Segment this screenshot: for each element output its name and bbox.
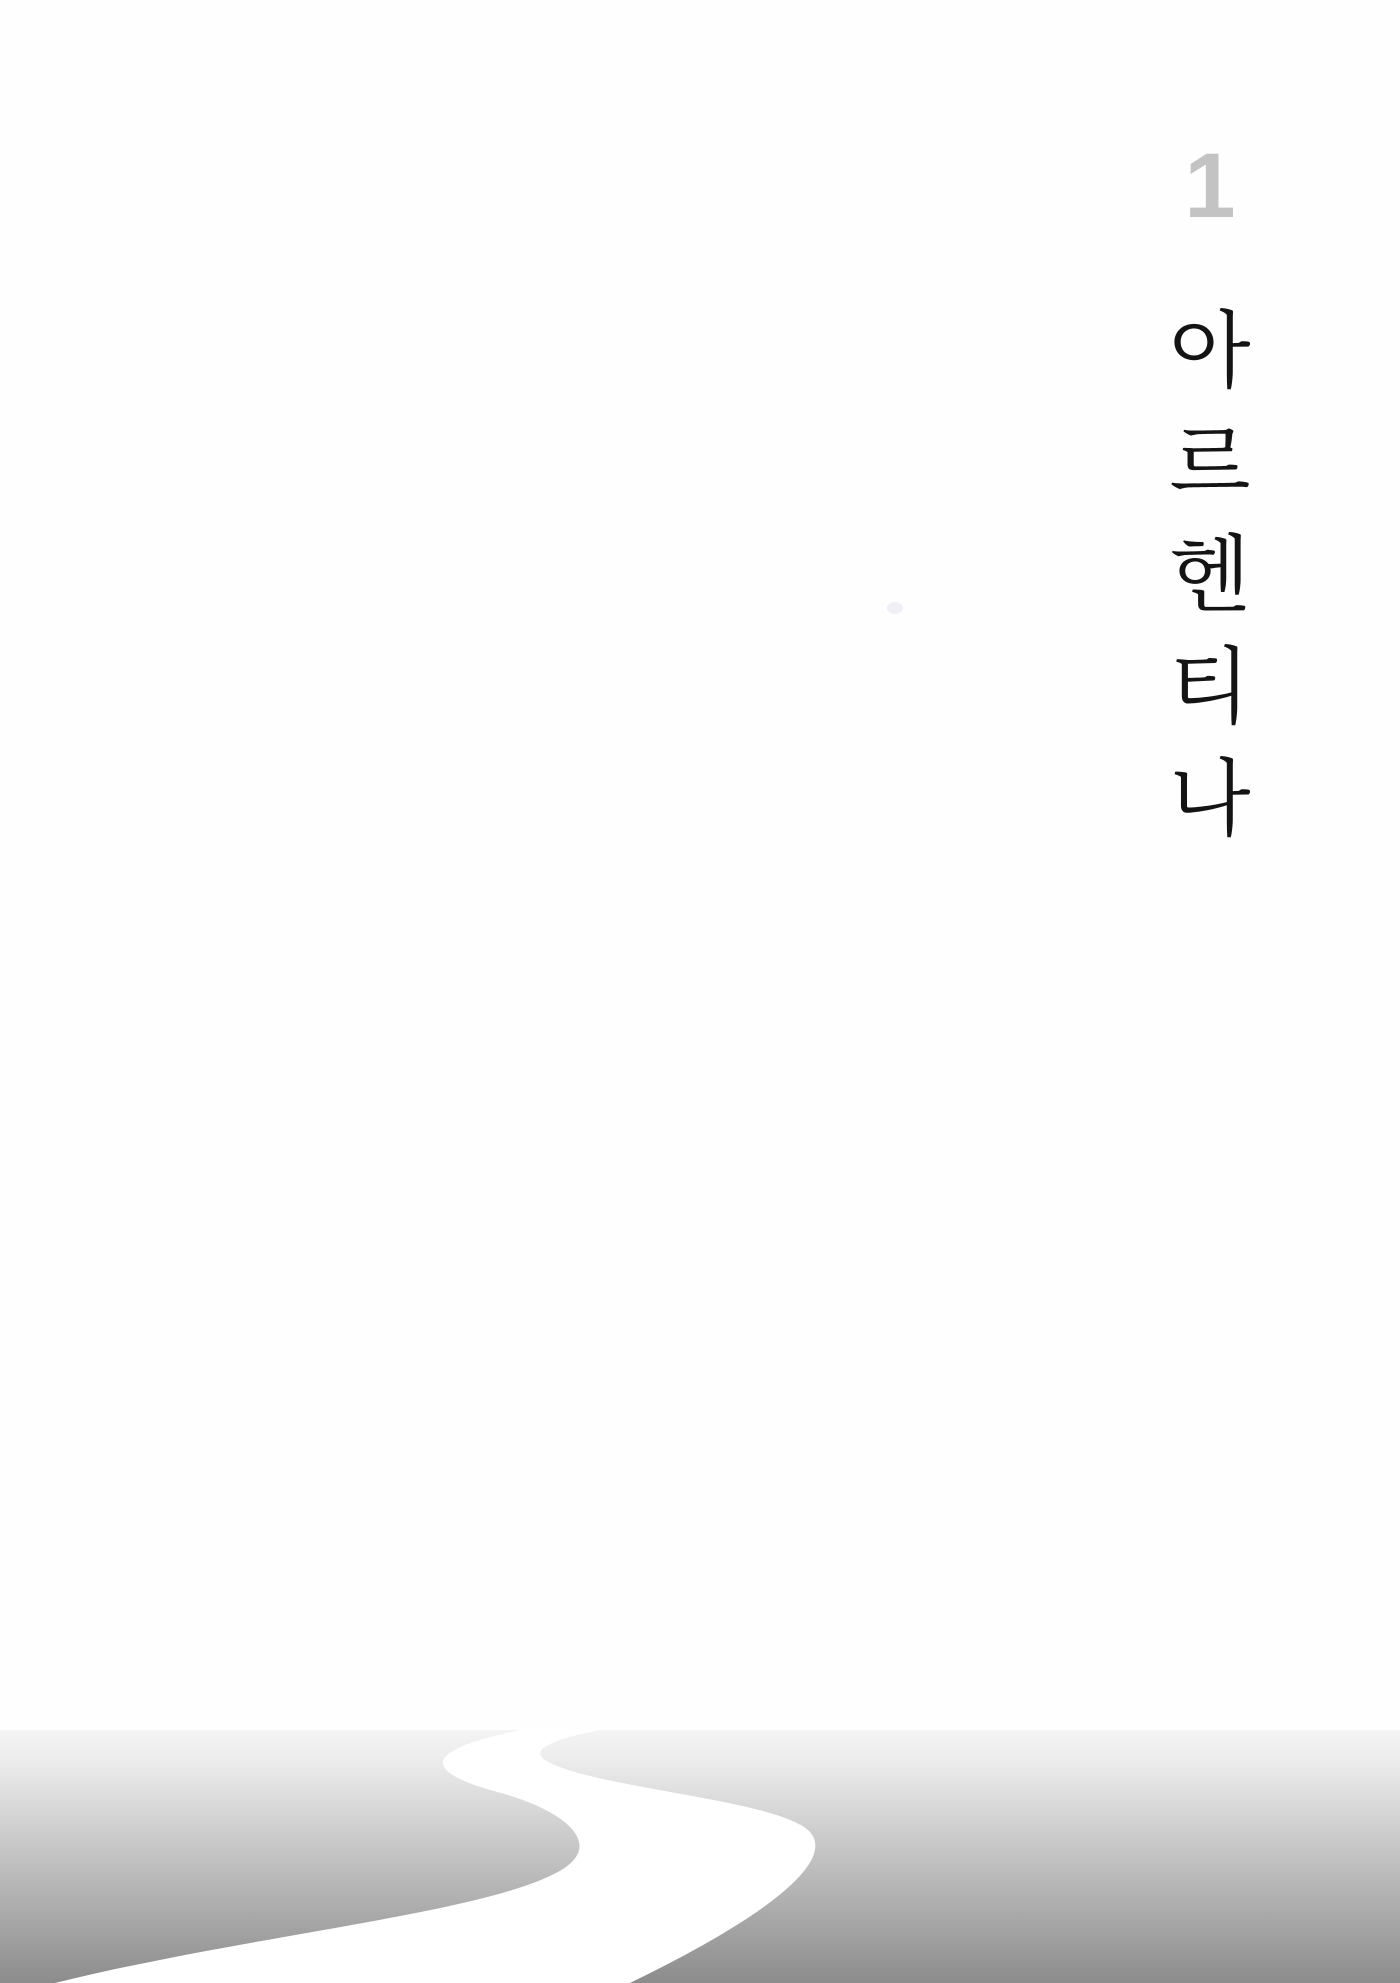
chapter-title: 아르헨티나	[1169, 302, 1251, 848]
decorative-speck	[887, 602, 903, 614]
road-illustration	[0, 1730, 1400, 1983]
chapter-number: 1	[1184, 135, 1236, 237]
